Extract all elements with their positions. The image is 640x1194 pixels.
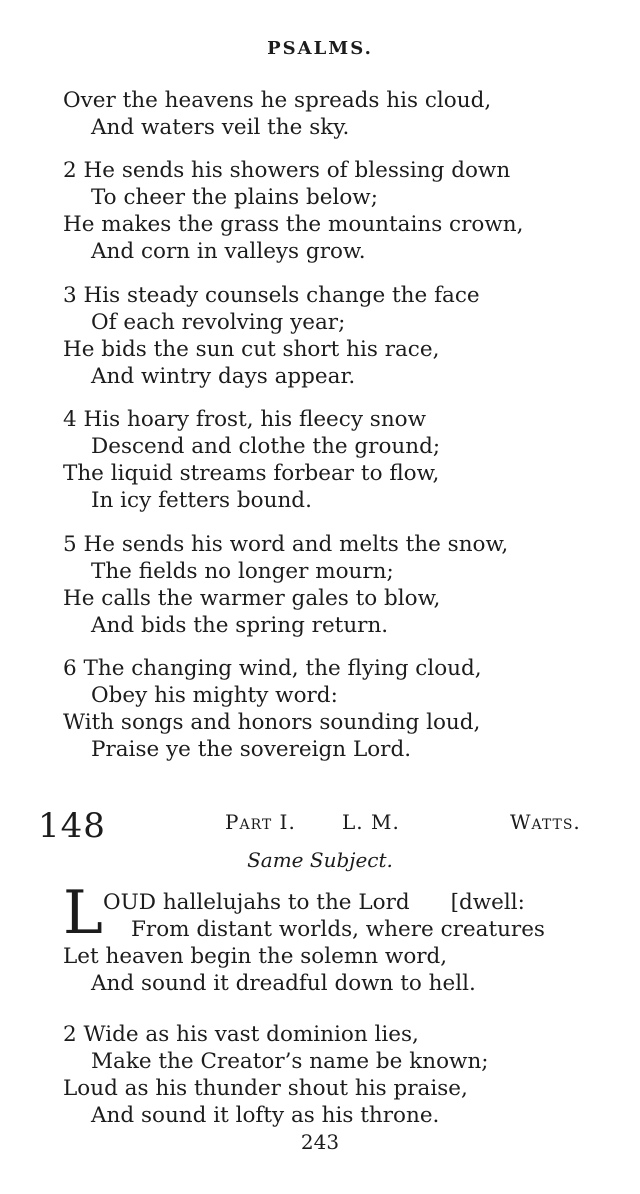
- running-head: PSALMS.: [267, 38, 373, 59]
- verse-line: Over the heavens he spreads his cloud,: [63, 88, 492, 113]
- verse-line: The liquid streams forbear to flow,: [63, 461, 440, 486]
- verse-line: Descend and clothe the ground;: [91, 434, 441, 459]
- verse-line: Obey his mighty word:: [91, 683, 338, 708]
- verse-line: 5 He sends his word and melts the snow,: [63, 532, 509, 557]
- verse-line: Make the Creator’s name be known;: [91, 1049, 489, 1074]
- verse-line: 6 The changing wind, the flying cloud,: [63, 656, 482, 681]
- verse-line: Loud as his thunder shout his praise,: [63, 1076, 468, 1101]
- verse-line: In icy fetters bound.: [91, 488, 312, 513]
- verse-line: Of each revolving year;: [91, 310, 346, 335]
- verse-line: The fields no longer mourn;: [91, 559, 394, 584]
- verse-line: To cheer the plains below;: [91, 185, 378, 210]
- verse-line: OUD hallelujahs to the Lord [dwell:: [103, 890, 525, 915]
- page-number: 243: [300, 1130, 340, 1154]
- hymn-author: Watts.: [510, 810, 581, 834]
- verse-line: Let heaven begin the solemn word,: [63, 944, 448, 969]
- verse-line: And bids the spring return.: [91, 613, 389, 638]
- drop-cap: L: [63, 878, 103, 948]
- verse-line: 2 He sends his showers of blessing down: [63, 158, 511, 183]
- verse-line: 3 His steady counsels change the face: [63, 283, 480, 308]
- verse-line: 4 His hoary frost, his fleecy snow: [63, 407, 427, 432]
- verse-line: He makes the grass the mountains crown,: [63, 212, 524, 237]
- verse-line: From distant worlds, where creatures: [131, 917, 545, 942]
- verse-line: With songs and honors sounding loud,: [63, 710, 481, 735]
- verse-line: And corn in valleys grow.: [91, 239, 366, 264]
- verse-line: 2 Wide as his vast dominion lies,: [63, 1022, 419, 1047]
- hymn-subject: Same Subject.: [247, 848, 393, 872]
- verse-line: And wintry days appear.: [91, 364, 356, 389]
- verse-line: And sound it lofty as his throne.: [91, 1103, 440, 1128]
- hymn-number: 148: [38, 806, 106, 846]
- hymn-part: Part I.: [225, 810, 296, 834]
- hymn-meter: L. M.: [342, 810, 400, 834]
- verse-line: And waters veil the sky.: [91, 115, 350, 140]
- verse-line: He bids the sun cut short his race,: [63, 337, 440, 362]
- verse-line: Praise ye the sovereign Lord.: [91, 737, 412, 762]
- verse-line: And sound it dreadful down to hell.: [91, 971, 476, 996]
- verse-line: He calls the warmer gales to blow,: [63, 586, 441, 611]
